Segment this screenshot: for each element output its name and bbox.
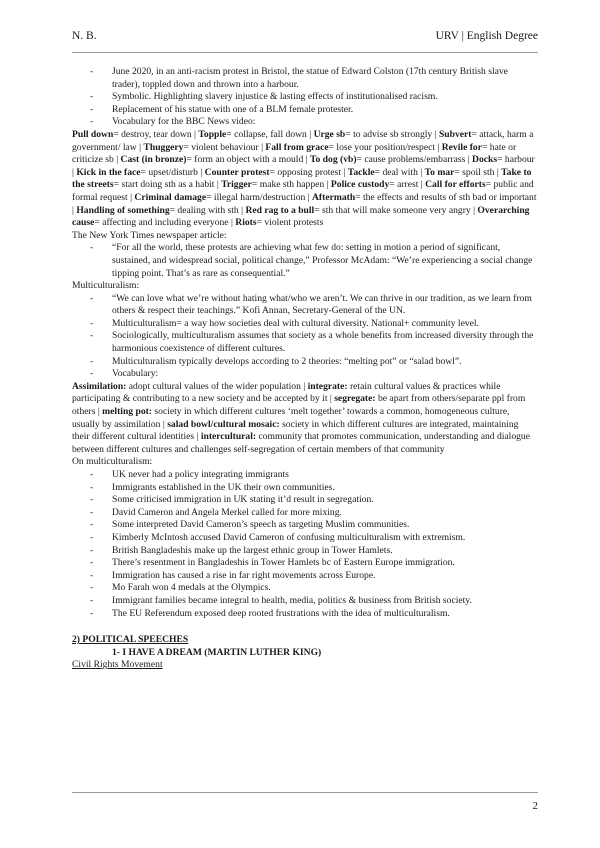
vocab-term: Riots (235, 217, 257, 229)
vocab-term: Trigger (221, 179, 252, 191)
vocab-term: Kick in the face (76, 166, 141, 178)
page-header (72, 30, 538, 48)
vocab-definition: = violent protests (256, 217, 324, 229)
vocab-term: salad bowl/cultural mosaic: (167, 418, 280, 430)
multiculturalism-label: Multiculturalism: (72, 280, 140, 292)
vocab-term: Thuggery (143, 141, 184, 153)
vocab-term: Topple (198, 128, 227, 140)
list-item: - “We can love what we’re without hating what/who we aren’t. We can thrive in our tradition, as we learn from others & respect their teachings.” Kofi Annan, Secretary-General of the UN. (112, 293, 538, 318)
list-item: - Kimberly McIntosh accused David Cameron of confusing multiculturalism with extremism. (112, 532, 538, 545)
list-item: - Mo Farah won 4 medals at the Olympics. (112, 582, 538, 595)
list-item: - Immigration has caused a rise in far right movements across Europe. (112, 570, 538, 583)
list-item: - Sociologically, multiculturalism assumes that society as a whole benefits from increased diversity through the harmonious coexistence of different cultures. (112, 330, 538, 355)
vocab-term: Red rag to a bull (245, 204, 315, 216)
intro-bullet-list (72, 66, 538, 129)
vocab-definition: = make sth happen | (251, 179, 331, 191)
header-author: N. B. (72, 30, 97, 42)
vocab-term: Handling of something (76, 204, 170, 216)
list-item: - British Bangladeshis make up the largest ethnic group in Tower Hamlets. (112, 545, 538, 558)
vocab-term: segregate: (334, 393, 376, 405)
vocab-term: Police custody (330, 179, 390, 191)
vocab-definition: = cause problems/embarrass | (356, 154, 473, 166)
vocab-definition: retain cultural values & practices while participating & contributing to a new society and be accepted by it | (72, 380, 501, 405)
list-item: - Vocabulary: (112, 368, 538, 381)
vocab-definition: = start doing sth as a habit | (113, 179, 222, 191)
vocab-definition: = deal with | (374, 166, 425, 178)
vocab-definition: = harbour | (72, 154, 535, 178)
list-item: - Symbolic. Highlighting slavery injustice & lasting effects of institutionalised racism. (112, 91, 538, 104)
vocab-definition: = affecting and including everyone | (94, 217, 236, 229)
vocab-term: Fall from grace (265, 141, 329, 153)
vocab-term: melting pot: (102, 406, 153, 418)
vocab-term: Urge sb (313, 128, 346, 140)
list-item: - Immigrant families became integral to health, media, politics & business from British society. (112, 595, 538, 608)
list-item: - Replacement of his statue with one of a BLM female protester. (112, 104, 538, 117)
vocab-definition: = sth that will make someone very angry | (314, 204, 478, 216)
vocab-definition: be apart from others/separate ppl from others | (72, 393, 526, 418)
vocab-definition: = spoil sth | (454, 166, 502, 178)
vocab-term: Counter protest (204, 166, 270, 178)
list-item: - Vocabulary for the BBC News video: (112, 116, 538, 129)
vocab-term: To mar (424, 166, 455, 178)
vocab-definition: = collapse, fall down | (226, 128, 314, 140)
vocab-definition: = illegal harm/destruction | (206, 191, 312, 203)
vocab-term: Revile for (441, 141, 482, 153)
subsection-title: 1- I HAVE A DREAM (MARTIN LUTHER KING) (112, 646, 322, 658)
vocab-term: Take to the streets (72, 166, 532, 191)
vocab-definition: = lose your position/respect | (328, 141, 442, 153)
list-item: - “For all the world, these protests are achieving what few do: setting in motion a period of significant, sustained, and widespread social, political change,” Professor McAdam: “We’re experiencing a social change tipping point. That’s as rare as consequential.” (112, 242, 538, 280)
list-item: - David Cameron and Angela Merkel called for more mixing. (112, 507, 538, 520)
vocab-term: Pull down (72, 128, 114, 140)
vocab-term: Subvert (438, 128, 472, 140)
vocab-definition: = arrest | (389, 179, 426, 191)
list-item: - There’s resentment in Bangladeshis in Tower Hamlets bc of Eastern Europe immigration. (112, 557, 538, 570)
on-multiculturalism-label: On multiculturalism: (72, 456, 153, 468)
vocab-definition: community that promotes communication, understanding and dialogue between different cultures and challenges self-segregation of certain members of that community (72, 431, 530, 455)
header-divider (72, 52, 538, 53)
vocab-term: Criminal damage (134, 191, 207, 203)
vocab-definition: = upset/disturb | (140, 166, 205, 178)
section-title: 2) POLITICAL SPEECHES (72, 634, 189, 646)
list-item: - Multiculturalism= a way how societies deal with cultural diversity. National+ community level. (112, 318, 538, 331)
vocab-definition: = public and formal request | (72, 179, 534, 203)
vocab-definition: = violent behaviour | (183, 141, 266, 153)
bbc-vocabulary-paragraph (72, 129, 538, 230)
footer-divider (72, 792, 538, 793)
list-item: - Some interpreted David Cameron’s speech as targeting Muslim communities. (112, 519, 538, 532)
list-item: - Some criticised immigration in UK stating it’d result in segregation. (112, 494, 538, 507)
on-multiculturalism-bullet-list (72, 469, 538, 620)
vocab-term: Aftermath (312, 191, 356, 203)
list-item: - June 2020, in an anti-racism protest in Bristol, the statue of Edward Colston (17th century British slave trader), toppled down and thrown into a harbour. (112, 66, 538, 91)
nyt-quote-list (72, 242, 538, 280)
vocab-term: Assimilation: (72, 380, 127, 392)
list-item: - Immigrants established in the UK their own communities. (112, 482, 538, 495)
vocab-definition: = attack, harm a government/ law | (72, 128, 534, 153)
vocab-term: Call for efforts (425, 179, 486, 191)
vocab-term: Overarching cause (72, 204, 530, 229)
header-course: URV | English Degree (435, 30, 538, 42)
vocab-definition: society in which different cultures are integrated, maintaining their different cultural identities | (72, 418, 519, 443)
vocab-definition: = the effects and results of sth bad or important | (72, 191, 537, 216)
document-body (72, 66, 538, 672)
list-item: - UK never had a policy integrating immigrants (112, 469, 538, 482)
multiculturalism-bullet-list (72, 293, 538, 381)
vocab-definition: society in which different cultures ‘melt together’ towards a common, homogeneous culture, usually by assimilation | (72, 406, 510, 430)
multiculturalism-vocabulary-paragraph (72, 381, 538, 457)
vocab-definition: = dealing with sth | (169, 204, 246, 216)
vocab-definition: adopt cultural values of the wider population | (126, 380, 308, 392)
vocab-definition: = to advise sb strongly | (345, 128, 439, 140)
vocab-term: Docks (472, 154, 498, 166)
vocab-term: intercultural: (200, 431, 257, 443)
vocab-term: Cast (in bronze) (120, 154, 187, 166)
list-item: - Multiculturalism typically develops according to 2 theories: “melting pot” or “salad bowl”. (112, 356, 538, 369)
vocab-definition: = hate or criticize sb | (72, 141, 517, 166)
vocab-term: Tackle (347, 166, 375, 178)
vocab-definition: = destroy, tear down | (113, 128, 199, 140)
nyt-label: The New York Times newspaper article: (72, 229, 227, 241)
vocab-definition: = opposing protest | (269, 166, 348, 178)
page-number: 2 (532, 800, 538, 812)
vocab-term: To dog (vb) (309, 154, 357, 166)
list-item: - The EU Referendum exposed deep rooted frustrations with the idea of multiculturalism. (112, 608, 538, 621)
vocab-term: integrate: (307, 380, 348, 392)
civil-rights-heading: Civil Rights Movement (72, 659, 163, 671)
vocab-definition: = form an object with a mould | (186, 154, 310, 166)
